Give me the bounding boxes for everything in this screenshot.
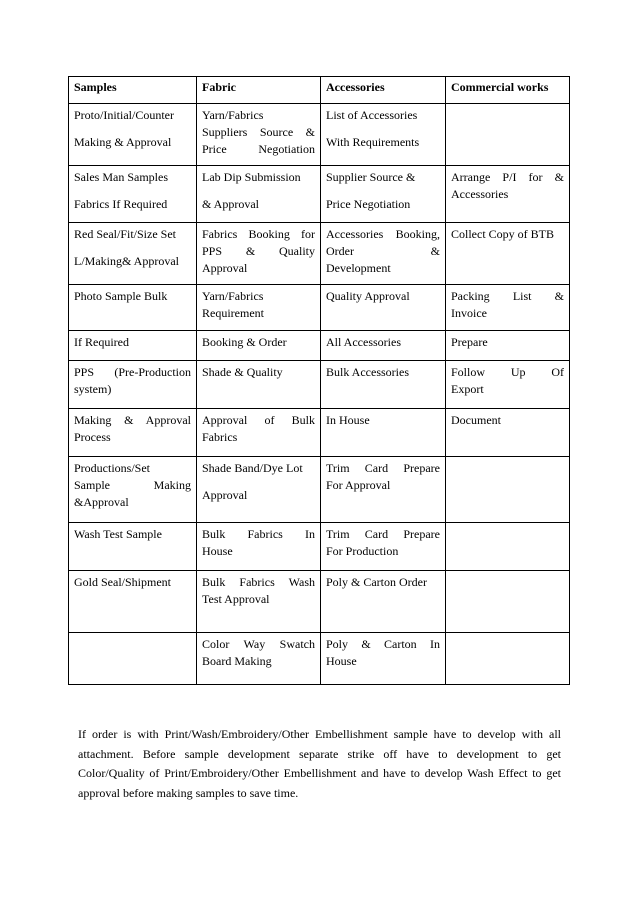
cell-line: For Approval (326, 478, 391, 492)
cell-line: Price Negotiation (326, 197, 411, 211)
cell-line: Price Negotiation (202, 142, 315, 156)
cell-line: Booking & Order (202, 335, 287, 349)
cell-line: Sample Making (74, 478, 191, 492)
table-row (69, 457, 570, 523)
fabric-cell (197, 223, 321, 285)
cell-line: House (326, 654, 357, 668)
cell-line: Sales Man Samples (74, 170, 168, 184)
accessories-cell (321, 571, 446, 633)
cell-line: All Accessories (326, 335, 401, 349)
cell-line: In House (326, 413, 370, 427)
fabric-cell (197, 523, 321, 571)
commercial-cell (446, 285, 570, 331)
cell-line: Bulk Fabrics In (202, 527, 315, 541)
samples-cell (69, 223, 197, 285)
commercial-cell (446, 457, 570, 523)
cell-line: Quality Approval (326, 289, 410, 303)
cell-line: Invoice (451, 306, 487, 320)
commercial-cell (446, 331, 570, 361)
cell-line: Arrange P/I for & (451, 170, 564, 184)
header-samples: Samples (69, 77, 197, 104)
cell-line: Photo Sample Bulk (74, 289, 168, 303)
cell-line: Requirement (202, 306, 264, 320)
cell-line: system) (74, 382, 112, 396)
cell-line: PPS & Quality (202, 244, 315, 258)
accessories-cell (321, 285, 446, 331)
cell-line: Prepare (451, 335, 488, 349)
cell-line: Export (451, 382, 484, 396)
cell-line: Suppliers Source & (202, 125, 315, 139)
commercial-cell (446, 633, 570, 685)
table-row (69, 633, 570, 685)
cell-line: Accessories Booking, (326, 227, 440, 241)
cell-line: Proto/Initial/Counter (74, 108, 174, 122)
accessories-cell (321, 523, 446, 571)
samples-cell (69, 166, 197, 223)
samples-cell (69, 285, 197, 331)
commercial-cell (446, 166, 570, 223)
cell-line: Packing List & (451, 289, 564, 303)
samples-cell (69, 633, 197, 685)
cell-line: Board Making (202, 654, 272, 668)
table-row (69, 571, 570, 633)
cell-line: Fabrics (202, 430, 238, 444)
cell-line: Poly & Carton In (326, 637, 440, 651)
accessories-cell (321, 223, 446, 285)
commercial-cell (446, 361, 570, 409)
cell-line: Trim Card Prepare (326, 461, 440, 475)
cell-line: Accessories (451, 187, 509, 201)
cell-line: Poly & Carton Order (326, 575, 427, 589)
samples-cell (69, 571, 197, 633)
samples-cell (69, 331, 197, 361)
commercial-cell (446, 223, 570, 285)
cell-line: Yarn/Fabrics (202, 108, 264, 122)
cell-line: Gold Seal/Shipment (74, 575, 171, 589)
table-row (69, 285, 570, 331)
cell-line: Yarn/Fabrics (202, 289, 264, 303)
table-row (69, 223, 570, 285)
cell-line: If Required (74, 335, 129, 349)
accessories-cell (321, 361, 446, 409)
cell-line: Process (74, 430, 111, 444)
cell-line: PPS (Pre-Production (74, 365, 191, 379)
cell-line: Development (326, 261, 391, 275)
fabric-cell (197, 409, 321, 457)
header-fabric: Fabric (197, 77, 321, 104)
cell-line: Approval (202, 261, 248, 275)
table-row (69, 331, 570, 361)
fabric-cell (197, 166, 321, 223)
accessories-cell (321, 633, 446, 685)
cell-line: Productions/Set (74, 461, 151, 475)
table-row (69, 523, 570, 571)
table-row (69, 361, 570, 409)
fabric-cell (197, 457, 321, 523)
cell-line: Lab Dip Submission (202, 170, 301, 184)
cell-line: & Approval (202, 197, 259, 211)
cell-line: Shade Band/Dye Lot (202, 461, 303, 475)
accessories-cell (321, 331, 446, 361)
header-commercial-works: Commercial works (446, 77, 570, 104)
table-row (69, 409, 570, 457)
fabric-cell (197, 104, 321, 166)
fabric-cell (197, 331, 321, 361)
cell-line: Follow Up Of (451, 365, 564, 379)
accessories-cell (321, 457, 446, 523)
cell-line: Approval of Bulk (202, 413, 315, 427)
cell-line: Fabrics Booking for (202, 227, 315, 241)
cell-line: Color Way Swatch (202, 637, 315, 651)
cell-line: Fabrics If Required (74, 197, 168, 211)
cell-line: Document (451, 413, 501, 427)
fabric-cell (197, 285, 321, 331)
table-header-row (69, 77, 570, 104)
cell-line: Bulk Accessories (326, 365, 409, 379)
accessories-cell (321, 104, 446, 166)
table-row (69, 166, 570, 223)
header-accessories: Accessories (321, 77, 446, 104)
cell-line: Trim Card Prepare (326, 527, 440, 541)
cell-line: Making & Approval (74, 135, 172, 149)
workflow-table (68, 76, 570, 685)
samples-cell (69, 409, 197, 457)
embellishment-note: If order is with Print/Wash/Embroidery/Other Embellishment sample have to develop with all attachment. Before sample development separate strike off have to development to get Color/Quality of Print/Embroidery/Other Embellishment and have to develop Wash Effect to get approval before making samples to save time. (78, 727, 561, 800)
fabric-cell (197, 361, 321, 409)
cell-line: House (202, 544, 233, 558)
cell-line: L/Making& Approval (74, 254, 179, 268)
fabric-cell (197, 571, 321, 633)
cell-line: Approval (202, 488, 248, 502)
cell-line: For Production (326, 544, 399, 558)
fabric-cell (197, 633, 321, 685)
commercial-cell (446, 523, 570, 571)
samples-cell (69, 457, 197, 523)
samples-cell (69, 361, 197, 409)
accessories-cell (321, 166, 446, 223)
cell-line: Wash Test Sample (74, 527, 162, 541)
cell-line: List of Accessories (326, 108, 418, 122)
cell-line: &Approval (74, 495, 129, 509)
cell-line: With Requirements (326, 135, 420, 149)
cell-line: Red Seal/Fit/Size Set (74, 227, 176, 241)
commercial-cell (446, 409, 570, 457)
cell-line: Collect Copy of BTB (451, 227, 554, 241)
cell-line: Order & (326, 244, 440, 258)
cell-line: Test Approval (202, 592, 270, 606)
cell-line: Bulk Fabrics Wash (202, 575, 315, 589)
samples-cell (69, 104, 197, 166)
accessories-cell (321, 409, 446, 457)
commercial-cell (446, 104, 570, 166)
cell-line: Making & Approval (74, 413, 191, 427)
commercial-cell (446, 571, 570, 633)
cell-line: Supplier Source & (326, 170, 416, 184)
table-row (69, 104, 570, 166)
cell-line: Shade & Quality (202, 365, 283, 379)
samples-cell (69, 523, 197, 571)
